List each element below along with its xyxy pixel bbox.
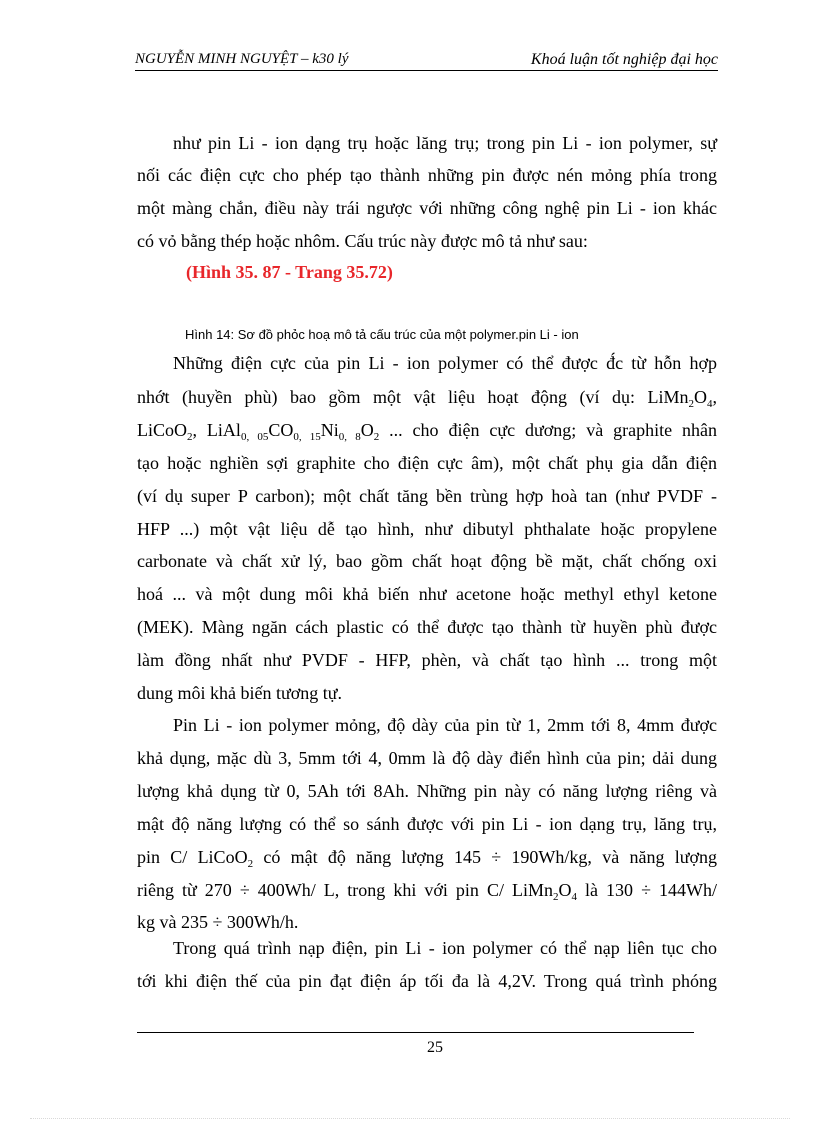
text-line: Những điện cực của pin Li - ion polymer có thể được đ́c từ hỗn hợp <box>173 353 717 373</box>
text-line-with-formula: riêng từ 270 ÷ 400Wh/ L, trong khi với pin C/ $LiMn_2O_4$ là 130 ÷ 144Wh/ <box>137 880 717 903</box>
text-line: nối các điện cực cho phép tạo thành những pin được nén mỏng phía trong <box>137 165 717 185</box>
text-line: (ví dụ super P carbon); một chất tăng bền trùng hợp hoà tan (như PVDF - <box>137 486 717 506</box>
text-line: carbonate và chất xử lý, bao gồm chất hoạt động bề mặt, chất chống oxi <box>137 551 717 571</box>
text-line: hoá ... và một dung môi khả biến như acetone hoặc methyl ethyl ketone <box>137 584 717 604</box>
text-line: khả dụng, mặc dù 3, 5mm tới 4, 0mm là độ dày điển hình của pin; dải dung <box>137 748 717 768</box>
text-line-with-formula: nhớt (huyền phù) bao gồm một vật liệu hoạt động (ví dụ: $LiMn_2O_4$, <box>137 387 717 410</box>
text-line: có vỏ bằng thép hoặc nhôm. Cấu trúc này được mô tả như sau: <box>137 231 588 251</box>
text-line: Trong quá trình nạp điện, pin Li - ion polymer có thể nạp liên tục cho <box>173 938 717 958</box>
text-line: lượng khả dụng từ 0, 5Ah tới 8Ah. Những pin này có năng lượng riêng và <box>137 781 717 801</box>
text-line: một màng chắn, điều này trái ngược với những công nghệ pin Li - ion khác <box>137 198 717 218</box>
text-line: Pin Li - ion polymer mỏng, độ dày của pin từ 1, 2mm tới 8, 4mm được <box>173 715 717 735</box>
page-edge-divider <box>30 1118 790 1119</box>
text-line: mật độ năng lượng có thể so sánh được với pin Li - ion dạng trụ, lăng trụ, <box>137 814 717 834</box>
text-line: dung môi khả biến tương tự. <box>137 683 343 703</box>
text-line: như pin Li - ion dạng trụ hoặc lăng trụ; trong pin Li - ion polymer, sự <box>173 133 717 153</box>
text-line-with-formula: pin C/ LiCoO$_2$ có mật độ năng lượng 145 ÷ 190Wh/kg, và năng lượng <box>137 847 718 870</box>
text-line: tạo hoặc nghiền sợi graphite cho điện cực âm), một chất phụ gia dẫn điện <box>137 453 717 473</box>
text-line-with-formula: LiCoO$_2$, $LiAl_{0, 05}CO_{0, 15}Ni_{0, 8}O_2$ ... cho điện cực dương; và graphite nhân <box>137 420 718 443</box>
figure-caption: Hình 14: Sơ đồ phỏc hoạ mô tả cấu trúc của một polymer.pin Li - ion <box>185 327 579 342</box>
footer-divider <box>137 1032 694 1033</box>
figure-reference: (Hình 35. 87 - Trang 35.72) <box>186 262 393 282</box>
page-header <box>135 48 718 71</box>
page-number: 25 <box>427 1039 443 1056</box>
text-line: làm đồng nhất như PVDF - HFP, phèn, và chất tạo hình ... trong một <box>137 650 717 670</box>
header-author: NGUYỄN MINH NGUYỆT – k30 lý <box>135 51 349 67</box>
text-line: kg và 235 ÷ 300Wh/h. <box>137 912 299 932</box>
text-line: tới khi điện thế của pin đạt điện áp tối đa là 4,2V. Trong quá trình phóng <box>137 971 717 991</box>
text-line: HFP ...) một vật liệu dễ tạo hình, như dibutyl phthalate hoặc propylene <box>137 519 717 539</box>
header-thesis-title: Khoá luận tốt nghiệp đại học <box>530 51 718 68</box>
text-line: (MEK). Màng ngăn cách plastic có thể được tạo thành từ huyền phù được <box>137 617 717 637</box>
